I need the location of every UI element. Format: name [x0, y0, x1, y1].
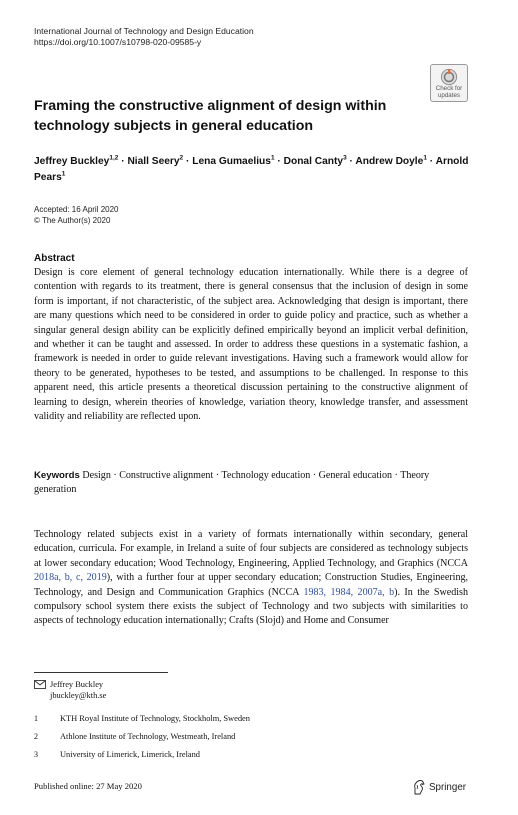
author-list: Jeffrey Buckley$^{1,2}$ · Niall Seery$^2$ · Lena Gumaelius$^1$ · Donal Canty$^3$ · Andrew Doyle$^1$ · Arnold Pears$^1$ — [34, 154, 469, 183]
affiliation-item: 3 University of Limerick, Limerick, Ireland — [34, 750, 200, 759]
corresponding-author-name: Jeffrey Buckley — [50, 680, 104, 689]
check-for-updates-badge[interactable] — [430, 64, 468, 102]
citation-link[interactable]: 1983, 1984, 2007a, b — [303, 586, 395, 598]
doi-link[interactable]: https://doi.org/10.1007/s10798-020-09585-y — [34, 37, 202, 47]
accepted-date: Accepted: 16 April 2020 — [34, 205, 119, 214]
springer-horse-icon — [412, 779, 426, 795]
keywords-text: Design · Constructive alignment · Technology education · General education · Theory generation — [34, 470, 430, 496]
publisher-logo[interactable] — [412, 778, 472, 796]
author-name[interactable]: Arnold Pears$^1$ — [34, 156, 469, 183]
published-date: Published online: 27 May 2020 — [34, 781, 142, 791]
journal-header — [34, 26, 254, 48]
article-title: Framing the constructive alignment of design within technology subjects in general education — [34, 98, 387, 134]
abstract-text: Design is core element of general technology education internationally. While there is a degree of contention with regards to its treatment, there is general consensus that the inclusion of design in some form is important, if not characteristic, of the subject area. Acknowledging that design is important, there are many questions which need to be considered in order to guide policy and practice, such as whether a singular general design ability can be explicitly defined empirically beyond an implicit verbal definition, and whether it can be taught and assessed. In order to address these questions in a systematic fashion, a framework is needed in order to guide relevant investigations. Having such a framework would allow for theory to be generated, hypotheses to be tested, and assumptions to be challenged. In response to this apparent need, this article presents a theoretical discussion pertaining to the constructive alignment of learning to design, wherein theories of knowledge, variation theory, knowledge transfer, and assessment validity and reliability are reflected upon. — [34, 267, 468, 423]
affiliation-item: 1 KTH Royal Institute of Technology, Stockholm, Sweden — [34, 714, 250, 723]
author-name[interactable]: Niall Seery$^2$ — [127, 154, 184, 167]
footnotes — [34, 679, 474, 767]
affiliation-item: 2 Athlone Institute of Technology, Westmeath, Ireland — [34, 732, 236, 741]
check-for-updates-text: Check for updates — [435, 85, 463, 99]
author-name[interactable]: Donal Canty$^3$ — [283, 154, 347, 167]
envelope-icon — [34, 680, 46, 689]
keywords-label: Keywords — [34, 470, 80, 481]
footnote-divider — [34, 672, 168, 673]
corresponding-author-email[interactable]: jbuckley@kth.se — [50, 691, 107, 700]
keywords — [34, 469, 468, 498]
corresponding-author — [34, 679, 474, 701]
journal-name: International Journal of Technology and Design Education — [34, 26, 254, 36]
citation-link[interactable]: 2018a, b, c, 2019 — [34, 572, 107, 584]
body-paragraph: Technology related subjects exist in a variety of formats internationally within secondary, general education, curricula. For example, in Ireland a suite of four subjects are considered as technology subjects at lower secondary education; Wood Technology, Engineering, Applied Technology, and Graphics (NCCA 2018a, b, c, 2019), with a further four at upper secondary education; Construction Studies, Engineering, Technology, and Design and Communication Graphics (NCCA 1983, 1984, 2007a, b). In the Swedish compulsory school system there exists the subject of Technology and two subjects with similarities to aspects of technology education internationally; Crafts (Slojd) and Home and Consumer — [34, 529, 469, 627]
abstract-heading: Abstract — [34, 253, 75, 264]
check-for-updates-icon — [440, 68, 458, 86]
author-name[interactable]: Andrew Doyle$^1$ — [355, 154, 427, 167]
author-name[interactable]: Lena Gumaelius$^1$ — [192, 154, 275, 167]
author-name[interactable]: Jeffrey Buckley$^{1,2}$ — [34, 154, 119, 167]
copyright-notice: © The Author(s) 2020 — [34, 216, 111, 225]
article-dates — [34, 204, 119, 226]
publisher-name: Springer — [429, 781, 467, 793]
